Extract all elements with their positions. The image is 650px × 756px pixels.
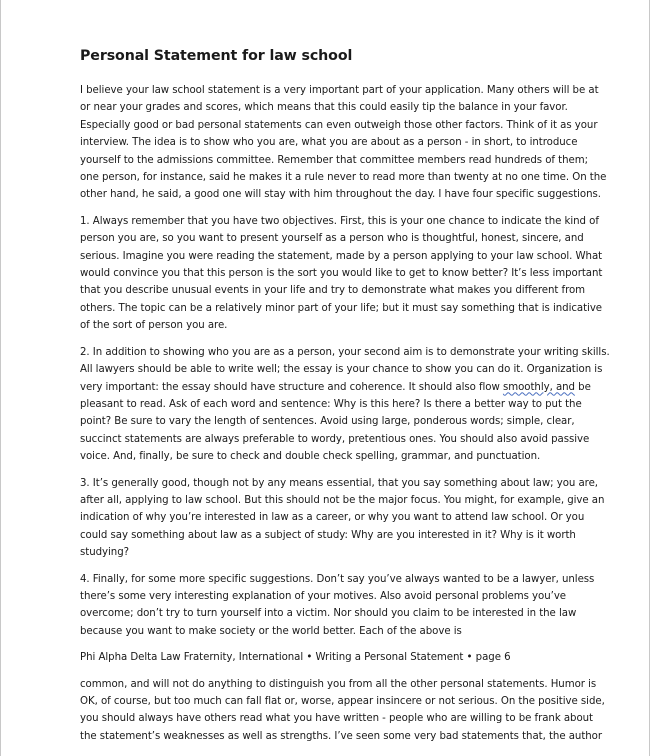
text-line: you should always have others read what you have written - people who are willing to be frank about (80, 713, 593, 725)
text-line: other hand, he said, a good one will stay with him throughout the day. I have four specific suggestions. (80, 189, 601, 201)
paragraph-continuation (80, 676, 605, 746)
text-line: of the sort of person you are. (80, 320, 228, 332)
page-footer (80, 649, 600, 666)
text-line: voice. And, finally, be sure to check and double check spelling, grammar, and punctuation. (80, 451, 541, 463)
text-line: that you describe unusual events in your life and try to demonstrate what makes you different from (80, 285, 586, 297)
text-line: would convince you that this person is the sort you would like to get to know better? It’s less important (80, 268, 603, 280)
text-line: I believe your law school statement is a very important part of your application. Many others will be at (80, 85, 599, 96)
text-line: All lawyers should be able to write well; the essay is your chance to show you can do it. Organization is (80, 364, 603, 376)
text-line: serious. Imagine you were reading the statement, made by a person applying to your law school. What (80, 250, 603, 262)
text-line: 4. Finally, for some more specific suggestions. Don’t say you’ve always wanted to be a lawyer, unless (80, 573, 595, 585)
text-line: OK, of course, but too much can fall flat or, worse, appear insincere or not serious. On the positive side, (80, 696, 605, 707)
text-line-with-flag (80, 379, 600, 396)
text-line: Especially good or bad personal statements can even outweigh those other factors. Think of it as your (80, 119, 598, 131)
text-line: one person, for instance, said he makes it a rule never to read more than twenty at no one time. On the (80, 172, 607, 184)
text-line: person you are, so you want to present yourself as a person who is thoughtful, honest, sincere, and (80, 233, 584, 245)
text-line: 1. Always remember that you have two objectives. First, this is your one chance to indicate the kind of (80, 215, 599, 227)
text-line: overcome; don’t try to turn yourself into a victim. Nor should you claim to be interested in the law (80, 608, 577, 620)
text-line: because you want to make society or the world better. Each of the above is (80, 625, 462, 637)
text-line: point? Be sure to vary the length of sentences. Avoid using large, ponderous words; simple, clear, (80, 416, 575, 428)
text-segment: very important: the essay should have structure and coherence. It should also flow (80, 381, 500, 393)
text-line: could say something about law as a subject of study: Why are you interested in it? Why is it worth (80, 529, 576, 541)
document-title: Personal Statement for law school (80, 48, 353, 64)
text-line: after all, applying to law school. But this should not be the major focus. You might, for example, give an (80, 494, 605, 506)
text-line: the statement’s weaknesses as well as strengths. I’ve seen some very bad statements that, the author (80, 730, 603, 742)
text-segment: be (574, 381, 591, 393)
text-line: pleasant to read. Ask of each word and sentence: Why is this here? Is there a better way to put the (80, 398, 582, 410)
text-line: indication of why you’re interested in law as a career, or why you want to attend law school. Or you (80, 512, 585, 524)
text-line: others. The topic can be a relatively minor part of your life; but it must say something that is indicative (80, 302, 603, 314)
text-line: or near your grades and scores, which means that this could easily tip the balance in your favor. (80, 102, 568, 114)
paragraph-intro (80, 82, 607, 204)
paragraph-point-1 (80, 213, 603, 335)
footer-text: Phi Alpha Delta Law Fraternity, International • Writing a Personal Statement • page 6 (80, 652, 511, 664)
text-line: studying? (80, 547, 129, 559)
text-line: 3. It’s generally good, though not by any means essential, that you say something about law; you are, (80, 477, 598, 489)
paragraph-point-2 (80, 344, 610, 466)
text-line: yourself to the admissions committee. Remember that committee members read hundreds of them; (80, 154, 588, 166)
document-body (80, 45, 610, 754)
text-line: interview. The idea is to show who you are, what you are about as a person - in short, to introduce (80, 137, 578, 149)
text-line: there’s some very interesting explanation of your motives. Also avoid personal problems you’ve (80, 590, 567, 602)
text-line: 2. In addition to showing who you are as a person, your second aim is to demonstrate your writing skills. (80, 346, 610, 358)
grammar-flag-underline[interactable]: smoothly, and (502, 381, 575, 393)
text-line: common, and will not do anything to distinguish you from all the other personal statements. Humor is (80, 678, 597, 690)
paragraph-point-3 (80, 475, 605, 562)
paragraph-point-4 (80, 571, 600, 641)
text-line: succinct statements are always preferable to wordy, pretentious ones. You should also avoid passive (80, 433, 590, 445)
